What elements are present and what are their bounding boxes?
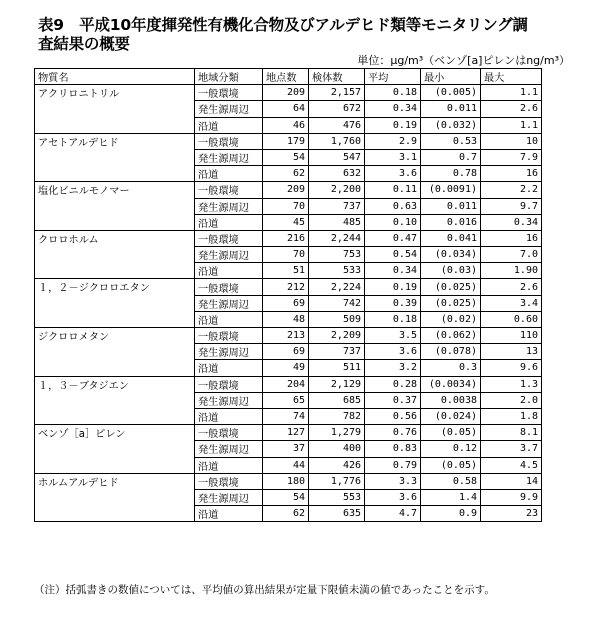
cell-max-roadside: 4.5 (481, 457, 542, 473)
cell-mean-general: 3.3 (365, 473, 421, 489)
header-mean: 平均 (365, 69, 421, 85)
cell-area-type-roadside: 沿道 (195, 214, 263, 230)
cell-sites-roadside: 49 (263, 360, 309, 376)
cell-sites-roadside: 51 (263, 263, 309, 279)
cell-area-type-source-vicinity: 発生源周辺 (195, 392, 263, 408)
cell-sites-general: 209 (263, 85, 309, 101)
cell-max-general: 8.1 (481, 425, 542, 441)
cell-area-type-source-vicinity: 発生源周辺 (195, 149, 263, 165)
header-max: 最大 (481, 69, 542, 85)
cell-min-general: (0.025) (421, 279, 481, 295)
cell-max-general: 14 (481, 473, 542, 489)
cell-min-general: (0.005) (421, 85, 481, 101)
cell-min-source-vicinity: 0.12 (421, 441, 481, 457)
cell-max-source-vicinity: 7.0 (481, 247, 542, 263)
substance-name: ジクロロメタン (35, 328, 195, 377)
substance-name: １，２－ジクロロエタン (35, 279, 195, 328)
cell-min-general: 0.041 (421, 230, 481, 246)
cell-max-roadside: 1.8 (481, 408, 542, 424)
cell-sites-source-vicinity: 69 (263, 295, 309, 311)
table-row (35, 85, 542, 101)
cell-max-general: 16 (481, 230, 542, 246)
cell-mean-roadside: 0.19 (365, 117, 421, 133)
cell-mean-source-vicinity: 3.6 (365, 344, 421, 360)
cell-max-source-vicinity: 13 (481, 344, 542, 360)
cell-mean-roadside: 4.7 (365, 506, 421, 522)
cell-min-roadside: (0.03) (421, 263, 481, 279)
cell-area-type-source-vicinity: 発生源周辺 (195, 101, 263, 117)
cell-max-general: 2.6 (481, 279, 542, 295)
title-line-1: 表9 平成10年度揮発性有機化合物及びアルデヒド類等モニタリング調 (38, 16, 528, 34)
cell-sites-source-vicinity: 70 (263, 198, 309, 214)
cell-area-type-general: 一般環境 (195, 182, 263, 198)
cell-mean-source-vicinity: 3.6 (365, 489, 421, 505)
cell-sites-roadside: 46 (263, 117, 309, 133)
cell-min-source-vicinity: 0.011 (421, 198, 481, 214)
cell-mean-source-vicinity: 0.37 (365, 392, 421, 408)
cell-sites-source-vicinity: 54 (263, 149, 309, 165)
table-body (35, 85, 542, 522)
cell-sites-general: 212 (263, 279, 309, 295)
cell-min-general: (0.0034) (421, 376, 481, 392)
cell-samples-source-vicinity: 672 (309, 101, 365, 117)
cell-samples-source-vicinity: 737 (309, 344, 365, 360)
cell-area-type-roadside: 沿道 (195, 506, 263, 522)
cell-samples-general: 2,157 (309, 85, 365, 101)
header-sites: 地点数 (263, 69, 309, 85)
cell-mean-general: 0.47 (365, 230, 421, 246)
substance-name: アクリロニトリル (35, 85, 195, 134)
cell-samples-roadside: 533 (309, 263, 365, 279)
cell-max-source-vicinity: 9.9 (481, 489, 542, 505)
cell-sites-source-vicinity: 70 (263, 247, 309, 263)
cell-area-type-source-vicinity: 発生源周辺 (195, 441, 263, 457)
cell-area-type-source-vicinity: 発生源周辺 (195, 295, 263, 311)
cell-samples-source-vicinity: 400 (309, 441, 365, 457)
cell-area-type-roadside: 沿道 (195, 166, 263, 182)
cell-sites-roadside: 74 (263, 408, 309, 424)
table-row (35, 473, 542, 489)
cell-mean-general: 3.5 (365, 328, 421, 344)
cell-samples-general: 1,279 (309, 425, 365, 441)
cell-min-roadside: (0.024) (421, 408, 481, 424)
cell-samples-roadside: 485 (309, 214, 365, 230)
cell-samples-source-vicinity: 547 (309, 149, 365, 165)
cell-samples-roadside: 509 (309, 311, 365, 327)
cell-max-general: 10 (481, 133, 542, 149)
cell-sites-roadside: 62 (263, 166, 309, 182)
cell-area-type-general: 一般環境 (195, 425, 263, 441)
cell-samples-general: 1,776 (309, 473, 365, 489)
cell-samples-general: 2,224 (309, 279, 365, 295)
cell-min-roadside: 0.016 (421, 214, 481, 230)
cell-samples-source-vicinity: 742 (309, 295, 365, 311)
cell-samples-source-vicinity: 553 (309, 489, 365, 505)
cell-samples-roadside: 511 (309, 360, 365, 376)
cell-mean-source-vicinity: 0.54 (365, 247, 421, 263)
cell-samples-source-vicinity: 737 (309, 198, 365, 214)
cell-sites-general: 216 (263, 230, 309, 246)
cell-area-type-source-vicinity: 発生源周辺 (195, 344, 263, 360)
substance-name: クロロホルム (35, 230, 195, 279)
cell-min-source-vicinity: 0.0038 (421, 392, 481, 408)
cell-sites-source-vicinity: 54 (263, 489, 309, 505)
cell-min-source-vicinity: 0.7 (421, 149, 481, 165)
cell-area-type-roadside: 沿道 (195, 263, 263, 279)
cell-area-type-source-vicinity: 発生源周辺 (195, 489, 263, 505)
cell-area-type-general: 一般環境 (195, 133, 263, 149)
monitoring-results-table (34, 68, 542, 522)
cell-mean-roadside: 0.79 (365, 457, 421, 473)
substance-name: 塩化ビニルモノマー (35, 182, 195, 231)
cell-mean-source-vicinity: 0.39 (365, 295, 421, 311)
cell-samples-general: 2,129 (309, 376, 365, 392)
cell-max-general: 1.1 (481, 85, 542, 101)
cell-sites-source-vicinity: 65 (263, 392, 309, 408)
cell-max-source-vicinity: 3.7 (481, 441, 542, 457)
cell-samples-roadside: 782 (309, 408, 365, 424)
cell-samples-general: 2,209 (309, 328, 365, 344)
cell-samples-general: 1,760 (309, 133, 365, 149)
header-area-type: 地域分類 (195, 69, 263, 85)
cell-mean-roadside: 3.2 (365, 360, 421, 376)
cell-min-roadside: 0.78 (421, 166, 481, 182)
cell-min-roadside: 0.9 (421, 506, 481, 522)
cell-max-roadside: 0.60 (481, 311, 542, 327)
cell-min-roadside: (0.032) (421, 117, 481, 133)
table-row (35, 425, 542, 441)
cell-area-type-general: 一般環境 (195, 279, 263, 295)
cell-mean-roadside: 0.56 (365, 408, 421, 424)
cell-sites-general: 179 (263, 133, 309, 149)
cell-sites-source-vicinity: 37 (263, 441, 309, 457)
cell-samples-roadside: 476 (309, 117, 365, 133)
cell-mean-general: 0.11 (365, 182, 421, 198)
cell-mean-general: 0.28 (365, 376, 421, 392)
cell-max-source-vicinity: 2.6 (481, 101, 542, 117)
cell-mean-roadside: 0.10 (365, 214, 421, 230)
cell-min-roadside: 0.3 (421, 360, 481, 376)
cell-min-source-vicinity: (0.025) (421, 295, 481, 311)
cell-sites-source-vicinity: 64 (263, 101, 309, 117)
unit-note: 単位：μg/m³（ベンゾ[a]ピレンはng/m³） (357, 54, 570, 67)
table-row (35, 230, 542, 246)
table-row (35, 279, 542, 295)
cell-sites-source-vicinity: 69 (263, 344, 309, 360)
cell-mean-general: 0.76 (365, 425, 421, 441)
cell-min-general: (0.0091) (421, 182, 481, 198)
cell-sites-roadside: 48 (263, 311, 309, 327)
cell-samples-source-vicinity: 685 (309, 392, 365, 408)
cell-mean-roadside: 0.34 (365, 263, 421, 279)
cell-mean-source-vicinity: 0.63 (365, 198, 421, 214)
cell-max-source-vicinity: 7.9 (481, 149, 542, 165)
cell-max-general: 110 (481, 328, 542, 344)
cell-max-roadside: 16 (481, 166, 542, 182)
document-title (38, 16, 578, 54)
cell-sites-general: 213 (263, 328, 309, 344)
table-row (35, 328, 542, 344)
cell-samples-roadside: 426 (309, 457, 365, 473)
cell-mean-source-vicinity: 0.83 (365, 441, 421, 457)
cell-sites-roadside: 45 (263, 214, 309, 230)
header-substance: 物質名 (35, 69, 195, 85)
cell-min-roadside: (0.05) (421, 457, 481, 473)
cell-area-type-general: 一般環境 (195, 328, 263, 344)
cell-max-source-vicinity: 2.0 (481, 392, 542, 408)
cell-mean-roadside: 3.6 (365, 166, 421, 182)
cell-max-general: 1.3 (481, 376, 542, 392)
cell-samples-general: 2,244 (309, 230, 365, 246)
cell-mean-source-vicinity: 0.34 (365, 101, 421, 117)
cell-area-type-source-vicinity: 発生源周辺 (195, 198, 263, 214)
cell-area-type-roadside: 沿道 (195, 457, 263, 473)
cell-mean-roadside: 0.18 (365, 311, 421, 327)
cell-min-roadside: (0.02) (421, 311, 481, 327)
table-header-row (35, 69, 542, 85)
cell-min-general: (0.05) (421, 425, 481, 441)
cell-max-roadside: 1.90 (481, 263, 542, 279)
cell-max-source-vicinity: 9.7 (481, 198, 542, 214)
cell-sites-general: 127 (263, 425, 309, 441)
table-row (35, 376, 542, 392)
cell-area-type-roadside: 沿道 (195, 360, 263, 376)
cell-samples-roadside: 635 (309, 506, 365, 522)
cell-min-source-vicinity: (0.078) (421, 344, 481, 360)
cell-area-type-roadside: 沿道 (195, 311, 263, 327)
substance-name: ホルムアルデヒド (35, 473, 195, 522)
substance-name: アセトアルデヒド (35, 133, 195, 182)
cell-sites-general: 180 (263, 473, 309, 489)
cell-min-source-vicinity: 0.011 (421, 101, 481, 117)
cell-samples-general: 2,200 (309, 182, 365, 198)
cell-min-general: 0.58 (421, 473, 481, 489)
cell-area-type-general: 一般環境 (195, 376, 263, 392)
cell-sites-roadside: 44 (263, 457, 309, 473)
table-row (35, 133, 542, 149)
substance-name: １，３－ブタジエン (35, 376, 195, 425)
cell-sites-roadside: 62 (263, 506, 309, 522)
cell-min-source-vicinity: (0.034) (421, 247, 481, 263)
cell-max-roadside: 0.34 (481, 214, 542, 230)
substance-name: ベンゾ［a］ピレン (35, 425, 195, 474)
cell-max-roadside: 23 (481, 506, 542, 522)
cell-sites-general: 204 (263, 376, 309, 392)
cell-mean-general: 0.18 (365, 85, 421, 101)
cell-mean-general: 2.9 (365, 133, 421, 149)
cell-min-general: 0.53 (421, 133, 481, 149)
cell-area-type-general: 一般環境 (195, 230, 263, 246)
cell-area-type-roadside: 沿道 (195, 117, 263, 133)
cell-max-roadside: 9.6 (481, 360, 542, 376)
cell-max-source-vicinity: 3.4 (481, 295, 542, 311)
cell-area-type-roadside: 沿道 (195, 408, 263, 424)
header-min: 最小 (421, 69, 481, 85)
header-samples: 検体数 (309, 69, 365, 85)
cell-mean-source-vicinity: 3.1 (365, 149, 421, 165)
cell-samples-roadside: 632 (309, 166, 365, 182)
cell-area-type-general: 一般環境 (195, 473, 263, 489)
cell-samples-source-vicinity: 753 (309, 247, 365, 263)
cell-min-source-vicinity: 1.4 (421, 489, 481, 505)
cell-sites-general: 209 (263, 182, 309, 198)
cell-mean-general: 0.19 (365, 279, 421, 295)
cell-min-general: (0.062) (421, 328, 481, 344)
cell-max-roadside: 1.1 (481, 117, 542, 133)
footnote: （注）括弧書きの数値については、平均値の算出結果が定量下限値未満の値であったことを示す。 (34, 584, 495, 596)
title-line-2: 査結果の概要 (38, 35, 130, 53)
cell-area-type-general: 一般環境 (195, 85, 263, 101)
cell-area-type-source-vicinity: 発生源周辺 (195, 247, 263, 263)
table-row (35, 182, 542, 198)
cell-max-general: 2.2 (481, 182, 542, 198)
